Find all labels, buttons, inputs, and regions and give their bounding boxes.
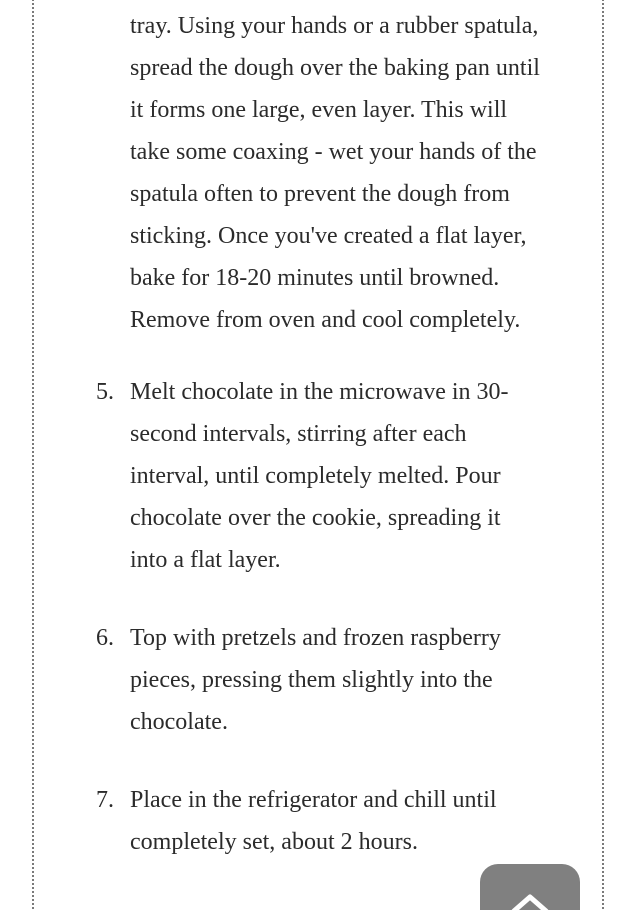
step-text bbox=[130, 371, 582, 581]
step-number: 5. bbox=[96, 379, 114, 405]
step-line: interval, until completely melted. Pour bbox=[130, 463, 501, 489]
chevron-up-icon bbox=[510, 892, 550, 910]
step-line: chocolate. bbox=[130, 709, 228, 735]
step-number: 7. bbox=[96, 787, 114, 813]
step-line: bake for 18-20 minutes until browned. bbox=[130, 265, 500, 291]
step-line: Melt chocolate in the microwave in 30- bbox=[130, 379, 509, 405]
step-line: sticking. Once you've created a flat layer, bbox=[130, 223, 527, 249]
step-line: Top with pretzels and frozen raspberry bbox=[130, 625, 501, 651]
step-line: pieces, pressing them slightly into the bbox=[130, 667, 493, 693]
step-line: second intervals, stirring after each bbox=[130, 421, 467, 447]
step-text bbox=[130, 617, 582, 743]
step-line: tray. Using your hands or a rubber spatula, bbox=[130, 13, 539, 39]
step-line: take some coaxing - wet your hands of the bbox=[130, 139, 537, 165]
step-line: into a flat layer. bbox=[130, 547, 281, 573]
step-number: 6. bbox=[96, 625, 114, 651]
step-text bbox=[130, 779, 582, 863]
step-line: completely set, about 2 hours. bbox=[130, 829, 418, 855]
step-line: Remove from oven and cool completely. bbox=[130, 307, 521, 333]
step-text bbox=[130, 0, 582, 341]
recipe-instructions-box bbox=[32, 0, 604, 910]
step-line: chocolate over the cookie, spreading it bbox=[130, 505, 501, 531]
step-number bbox=[96, 0, 126, 5]
step-line: spatula often to prevent the dough from bbox=[130, 181, 510, 207]
step-line: Place in the refrigerator and chill until bbox=[130, 787, 497, 813]
step-line: it forms one large, even layer. This will bbox=[130, 97, 508, 123]
step-line: spread the dough over the baking pan until bbox=[130, 55, 540, 81]
scroll-to-top-button[interactable] bbox=[480, 864, 580, 910]
